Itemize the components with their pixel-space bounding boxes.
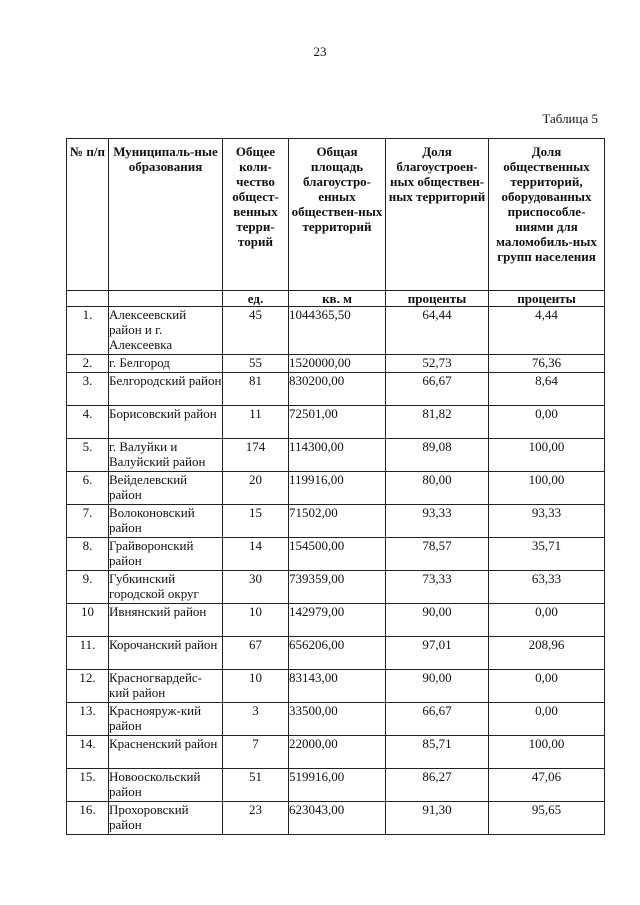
- row-access: 0,00: [489, 604, 605, 637]
- row-count: 81: [223, 373, 289, 406]
- table-row: [67, 571, 605, 604]
- row-area: 1520000,00: [289, 355, 386, 373]
- row-municipality: Прохоровский район: [109, 802, 223, 835]
- row-municipality: Грайворонский район: [109, 538, 223, 571]
- table-row: [67, 604, 605, 637]
- row-municipality: Вейделевский район: [109, 472, 223, 505]
- row-area: 71502,00: [289, 505, 386, 538]
- row-access: 0,00: [489, 670, 605, 703]
- row-share: 52,73: [386, 355, 489, 373]
- table-row: [67, 355, 605, 373]
- row-num: 14.: [67, 736, 109, 769]
- row-share: 93,33: [386, 505, 489, 538]
- row-area: 1044365,50: [289, 307, 386, 355]
- row-share: 91,30: [386, 802, 489, 835]
- row-access: 0,00: [489, 703, 605, 736]
- row-access: 35,71: [489, 538, 605, 571]
- row-area: 154500,00: [289, 538, 386, 571]
- table-row: [67, 472, 605, 505]
- row-num: 11.: [67, 637, 109, 670]
- row-count: 30: [223, 571, 289, 604]
- row-count: 67: [223, 637, 289, 670]
- row-access: 4,44: [489, 307, 605, 355]
- row-num: 7.: [67, 505, 109, 538]
- row-area: 83143,00: [289, 670, 386, 703]
- header-total-area: Общая площадь благоустро-енных обществен-ных территорий: [289, 139, 386, 291]
- table-caption: Таблица 5: [542, 111, 598, 126]
- row-access: 0,00: [489, 406, 605, 439]
- row-access: 95,65: [489, 802, 605, 835]
- unit-count: ед.: [223, 291, 289, 307]
- row-municipality: г. Белгород: [109, 355, 223, 373]
- row-access: 63,33: [489, 571, 605, 604]
- row-access: 93,33: [489, 505, 605, 538]
- row-area: 656206,00: [289, 637, 386, 670]
- row-access: 100,00: [489, 736, 605, 769]
- row-municipality: Алексеевский район и г. Алексеевка: [109, 307, 223, 355]
- row-municipality: Краснояруж-кий район: [109, 703, 223, 736]
- row-share: 66,67: [386, 703, 489, 736]
- row-count: 7: [223, 736, 289, 769]
- row-share: 90,00: [386, 604, 489, 637]
- header-share-accessible: Доля общественных территорий, оборудованных приспособле-ниями для маломобиль-ных групп населения: [489, 139, 605, 291]
- row-area: 72501,00: [289, 406, 386, 439]
- header-municipality: Муниципаль-ные образования: [109, 139, 223, 291]
- row-num: 2.: [67, 355, 109, 373]
- table-row: [67, 406, 605, 439]
- row-share: 86,27: [386, 769, 489, 802]
- row-municipality: Борисовский район: [109, 406, 223, 439]
- unit-area: кв. м: [289, 291, 386, 307]
- row-area: 739359,00: [289, 571, 386, 604]
- table-row: [67, 802, 605, 835]
- row-share: 78,57: [386, 538, 489, 571]
- row-num: 15.: [67, 769, 109, 802]
- row-municipality: Ивнянский район: [109, 604, 223, 637]
- header-row: [67, 139, 605, 291]
- row-num: 1.: [67, 307, 109, 355]
- table-row: [67, 736, 605, 769]
- row-count: 51: [223, 769, 289, 802]
- row-area: 623043,00: [289, 802, 386, 835]
- row-share: 90,00: [386, 670, 489, 703]
- row-num: 10: [67, 604, 109, 637]
- table-row: [67, 670, 605, 703]
- row-area: 114300,00: [289, 439, 386, 472]
- row-num: 3.: [67, 373, 109, 406]
- row-area: 33500,00: [289, 703, 386, 736]
- row-municipality: Красненский район: [109, 736, 223, 769]
- row-area: 119916,00: [289, 472, 386, 505]
- row-count: 174: [223, 439, 289, 472]
- row-municipality: Красногвардейс-кий район: [109, 670, 223, 703]
- row-num: 16.: [67, 802, 109, 835]
- row-count: 45: [223, 307, 289, 355]
- table-row: [67, 307, 605, 355]
- row-area: 519916,00: [289, 769, 386, 802]
- row-share: 66,67: [386, 373, 489, 406]
- row-count: 11: [223, 406, 289, 439]
- row-access: 100,00: [489, 472, 605, 505]
- row-share: 73,33: [386, 571, 489, 604]
- row-count: 10: [223, 604, 289, 637]
- row-count: 10: [223, 670, 289, 703]
- header-share-improved: Доля благоустроен-ных обществен-ных территорий: [386, 139, 489, 291]
- row-num: 13.: [67, 703, 109, 736]
- row-municipality: Волоконовский район: [109, 505, 223, 538]
- row-share: 64,44: [386, 307, 489, 355]
- table-row: [67, 439, 605, 472]
- row-count: 55: [223, 355, 289, 373]
- row-municipality: г. Валуйки и Валуйский район: [109, 439, 223, 472]
- row-num: 12.: [67, 670, 109, 703]
- row-share: 89,08: [386, 439, 489, 472]
- table-row: [67, 505, 605, 538]
- row-municipality: Корочанский район: [109, 637, 223, 670]
- row-access: 76,36: [489, 355, 605, 373]
- header-num: № п/п: [67, 139, 109, 291]
- units-empty: [67, 291, 109, 307]
- row-area: 22000,00: [289, 736, 386, 769]
- row-access: 8,64: [489, 373, 605, 406]
- row-access: 47,06: [489, 769, 605, 802]
- row-share: 80,00: [386, 472, 489, 505]
- table-row: [67, 637, 605, 670]
- units-row: [67, 291, 605, 307]
- table-row: [67, 703, 605, 736]
- row-count: 14: [223, 538, 289, 571]
- unit-share-improved: проценты: [386, 291, 489, 307]
- row-count: 23: [223, 802, 289, 835]
- data-table: [66, 138, 605, 835]
- header-total-count: Общее коли-чество общест-венных терри-торий: [223, 139, 289, 291]
- row-num: 6.: [67, 472, 109, 505]
- units-empty: [109, 291, 223, 307]
- table-row: [67, 769, 605, 802]
- row-num: 8.: [67, 538, 109, 571]
- page-number: 23: [313, 44, 327, 59]
- row-count: 15: [223, 505, 289, 538]
- row-num: 4.: [67, 406, 109, 439]
- row-count: 3: [223, 703, 289, 736]
- unit-share-accessible: проценты: [489, 291, 605, 307]
- table-row: [67, 538, 605, 571]
- row-access: 100,00: [489, 439, 605, 472]
- row-count: 20: [223, 472, 289, 505]
- row-share: 97,01: [386, 637, 489, 670]
- row-municipality: Губкинский городской округ: [109, 571, 223, 604]
- row-municipality: Белгородский район: [109, 373, 223, 406]
- row-area: 142979,00: [289, 604, 386, 637]
- row-municipality: Новооскольский район: [109, 769, 223, 802]
- row-share: 81,82: [386, 406, 489, 439]
- row-num: 9.: [67, 571, 109, 604]
- row-access: 208,96: [489, 637, 605, 670]
- table-row: [67, 373, 605, 406]
- row-num: 5.: [67, 439, 109, 472]
- row-share: 85,71: [386, 736, 489, 769]
- row-area: 830200,00: [289, 373, 386, 406]
